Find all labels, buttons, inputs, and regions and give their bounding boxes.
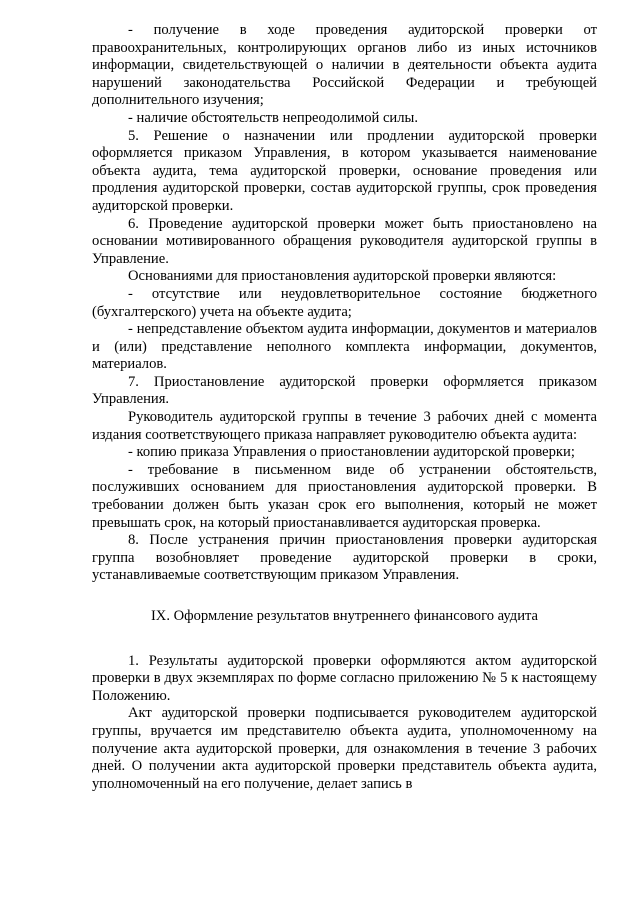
paragraph-item-6: 6. Проведение аудиторской проверки может быть приостановлено на основании мотивированного обращения руководителя аудиторской группы в Управление.: [92, 215, 597, 267]
section-heading: IX. Оформление результатов внутреннего финансового аудита: [150, 608, 539, 624]
paragraph-suspension-grounds-intro: Основаниями для приостановления аудиторской проверки являются:: [128, 268, 557, 285]
paragraph-bullet-non-submission: - непредставление объектом аудита информации, документов и материалов и (или) представление неполного комплекта информации, документов, материалов.: [92, 321, 597, 373]
paragraph-results-item-1: 1. Результаты аудиторской проверки оформляются актом аудиторской проверки в двух экземплярах по форме согласно приложению № 5 к настоящему Положению.: [92, 652, 597, 704]
paragraph-bullet-law-enforcement-info: - получение в ходе проведения аудиторской проверки от правоохранительных, контролирующих органов либо из иных источников информации, свидетельствующей о наличии в деятельности объекта аудита нарушений законодательства Российской Федерации и требующей дополнительного изучения;: [92, 22, 597, 109]
paragraph-bullet-written-requirement: - требование в письменном виде об устранении обстоятельств, послуживших основанием для приостановления аудиторской проверки. В требовании должен быть указан срок его выполнения, который не может превышать срок, на который приостанавливается аудиторская проверка.: [92, 461, 597, 531]
document-page: [92, 22, 597, 793]
paragraph-item-7: 7. Приостановление аудиторской проверки оформляется приказом Управления.: [92, 373, 597, 408]
paragraph-bullet-order-copy: - копию приказа Управления о приостановлении аудиторской проверки;: [128, 444, 575, 461]
paragraph-bullet-accounting: - отсутствие или неудовлетворительное состояние бюджетного (бухгалтерского) учета на объекте аудита;: [92, 285, 597, 320]
paragraph-group-leader-duty: Руководитель аудиторской группы в течение 3 рабочих дней с момента издания соответствующего приказа направляет руководителю объекта аудита:: [92, 409, 597, 443]
paragraph-item-8: 8. После устранения причин приостановления проверки аудиторская группа возобновляет проведение аудиторской проверки в сроки, устанавливаемые соответствующим приказом Управления.: [92, 532, 597, 584]
paragraph-item-5: 5. Решение о назначении или продлении аудиторской проверки оформляется приказом Управления, в котором указывается наименование объекта аудита, тема аудиторской проверки, основание проведения или продления аудиторской проверки, состав аудиторской группы, срок проведения аудиторской проверки.: [92, 127, 597, 214]
paragraph-bullet-force-majeure: - наличие обстоятельств непреодолимой силы.: [128, 109, 418, 126]
paragraph-act-signing: Акт аудиторской проверки подписывается руководителем аудиторской группы, вручается им представителю объекта аудита, уполномоченному на получение акта аудиторской проверки, для ознакомления в течение 3 рабочих дней. О получении акта аудиторской проверки представитель объекта аудита, уполномоченный на его получение, делает запись в: [92, 705, 597, 792]
